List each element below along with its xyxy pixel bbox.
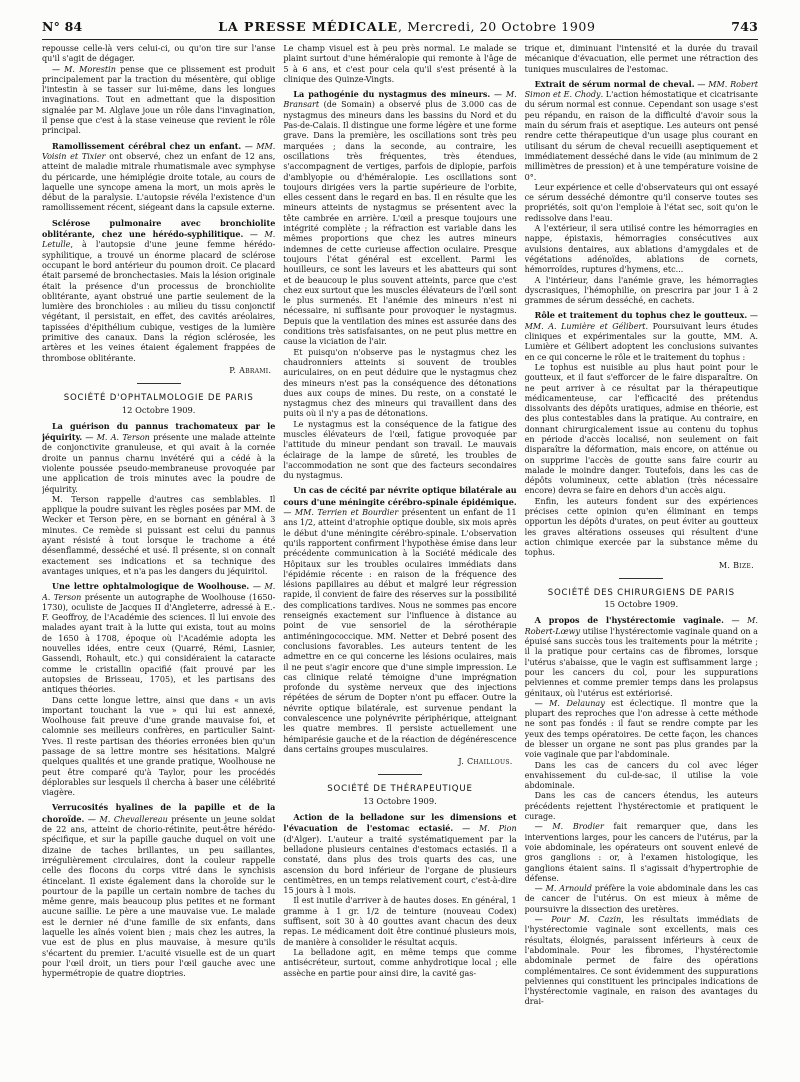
- section-date: 15 Octobre 1909.: [604, 599, 679, 610]
- paragraph: [42, 65, 275, 137]
- article: [42, 421, 275, 495]
- paragraph: Il est inutile d'arriver à de hautes doses. En général, 1 gramme à 1 gr. 1/2 de teinture (nouveau Codex) suffisent, soit 30 à 40 gouttes avant chacun des deux repas. Le médicament doit être continué plusieurs mois, de manière à consolider le résultat acquis.: [283, 896, 517, 947]
- journal-name: LA PRESSE MÉDICALE: [218, 19, 399, 34]
- article: [283, 812, 516, 896]
- journal-title: [218, 19, 595, 34]
- paragraph: Le nystagmus est la conséquence de la fatigue des muscles élévateurs de l'œil, fatigue provoquée par l'attitude du mineur pendant son travail. Le mauvais éclairage de la lampe de sûreté, les troubles de l'accommodation ne sont que des facteurs secondaires du nystagmus.: [283, 419, 517, 481]
- paragraph: Le champ visuel est à peu près normal. Le malade se plaint surtout d'une héméralopie qui remonte à l'âge de 5 à 6 ans, et c'est pour cela qu'il s'est présenté à la clinique des Quinze-Vingts.: [283, 44, 517, 84]
- paragraph: Et puisqu'on n'observe pas le nystagmus chez les chaudronniers atteints si souvent de troubles auriculaires, on en peut déduire que le nystagmus chez des mineurs n'est pas la conséquence des détonations dues aux coups de mines. Du reste, on a constaté le nystagmus chez des mineurs qui travaillent dans des puits où il n'y a pas de détonations.: [283, 347, 517, 419]
- article-author: — M. Letulle: [42, 230, 276, 250]
- article-title: Sclérose pulmonaire avec bronchiolite oblitérante, chez une hérédo-syphilitique.: [42, 217, 276, 240]
- paragraph: Dans les cas de cancers du col avec léger envahissement du cul-de-sac, il utilise la voie abdominale.: [524, 760, 758, 791]
- article-title: Action de la belladone sur les dimensions et l'évacuation de l'estomac ectasié.: [283, 812, 517, 834]
- column-middle: [283, 44, 516, 1078]
- article: [283, 485, 516, 755]
- article: [42, 802, 275, 979]
- running-header: [42, 19, 758, 35]
- paragraph: [525, 884, 758, 915]
- article-title: Une lettre ophtalmologique de Woolhouse.: [52, 581, 250, 592]
- article-title: Verrucosités hyalines de la papille et de la choroïde.: [42, 802, 276, 824]
- speaker-name: — M. Arnould: [534, 884, 592, 894]
- paragraph: Leur expérience et celle d'observateurs qui ont essayé ce sérum desséché démontre qu'il conserve toutes ses propriétés, soit qu'on l'emploie à l'état sec, soit qu'on le redissolve dans l'eau.: [524, 182, 758, 223]
- paragraph-text: est éclectique. Il montre que la plupart des reproches que l'on adresse à cette méthode ne sont pas fondés : il faut se rendre compte par les yeux des temps opératoires. De cette façon, les chances de blesser un organe ne sont pas plus grandes par la voie vaginale que par l'abdominale.: [524, 698, 758, 760]
- article-text: présente un jeune soldat de 22 ans, atteint de chorio-rétinite, peut-être hérédo-spécifique, et sur la papille gauche duquel on voit une dizaine de taches brillantes, un peu saillantes, irrégulièrement circulaires, dont la couleur rappelle celle des flocons du corps vitré dans le synchisis étincelant. Il existe également dans la choroïde sur le pourtour de la papille un certain nombre de taches du même genre, mais beaucoup plus petites et ne formant aucune saillie. Le père a une mauvaise vue. Le malade est le dernier né d'une famille de six enfants, dans laquelle les aînés voient bien ; mais chez les autres, la vue est de plus en plus mauvaise, à mesure qu'ils s'écartent du premier. L'acuité visuelle est de un quart pour l'œil droit, un tiers pour l'œil gauche avec une hypermétropie de quatre dioptries.: [42, 814, 276, 979]
- paragraph: repousse celle-là vers celui-ci, ou qu'on tire sur l'anse qu'il s'agit de dégager.: [42, 44, 276, 64]
- section-heading: SOCIÉTÉ D'OPHTALMOLOGIE DE PARIS: [63, 393, 254, 404]
- paragraph: Dans cette longue lettre, ainsi que dans « un avis important touchant la vue » qui lui est annexé, Woolhouse fait preuve d'une grande mauvaise foi, et calomnie ses meilleurs confrères, en particulier Saint-Yves. Il reste partisan des théories erronées bien qu'un passage de sa lettre montre ses hésitations. Malgré quelques qualités et une grande pratique, Woolhouse ne peut être comparé qu'à Taylor, pour les procédés déplorables sur lesquels il chercha à baser une célébrité viagère.: [42, 695, 276, 798]
- article-author: — M. Pion: [453, 824, 517, 834]
- article-author: — M. Chevallereau: [84, 814, 168, 824]
- paragraph-text: fait remarquer que, dans les interventions larges, pour les cancers de l'utérus, par la voie abdominale, les opérateurs ont souvent enlevé de gros ganglions : or, à l'examen histologique, les ganglions étaient sains. Il s'agissait d'hypertrophie de défense.: [524, 822, 758, 883]
- article-title: Extrait de sérum normal de cheval.: [534, 78, 695, 89]
- article-text: , à l'autopsie d'une jeune femme hérédo-syphilitique, a trouvé un énorme placard de sclérose occupant le bord antérieur du poumon droit. Ce placard était parsemé de bronchectasies. Mais la lésion originale était la présence d'un processus de bronchiolite oblitérante, ayant obstrué une partie seulement de la lumière des bronchioles : au milieu du tissu conjonctif végétant, il persistait, en effet, des cavités aréolaires, tapissées d'épithélium cubique, vestiges de la lumière primitive des canaux. Dans la région sclérosée, les artères et les veines étaient également frappées de thrombose oblitérante.: [42, 240, 276, 363]
- article-author: — MM. A. Lumière et Gélibert: [524, 311, 758, 331]
- paragraph: La belladone agit, en même temps que comme antisécréteur, surtout, comme anhydrotique local ; elle assèche en partie pour ainsi dire, la cavité gas-: [283, 947, 517, 978]
- article-author: — MM. Terrien et Bourdier: [283, 508, 399, 518]
- article-title: Un cas de cécité par névrite optique bilatérale au cours d'une méningite cérébro-spinale épidémique.: [283, 485, 517, 507]
- issue-date: , Mercredi, 20 Octobre 1909: [398, 19, 596, 34]
- paragraph: Dans les cas de cancers étendus, les auteurs précédents rejettent l'hystérectomie et pratiquent le curage.: [524, 791, 758, 822]
- paragraph: [525, 822, 758, 884]
- signature: M. Bize.: [718, 560, 754, 570]
- article-title: La guérison du pannus trachomateux par le jéquirity.: [42, 420, 276, 443]
- column-left: [42, 44, 275, 1078]
- section-rule: [378, 774, 422, 775]
- paragraph: trique et, diminuant l'intensité et la durée du travail mécanique d'évacuation, elle permet une rétraction des tuniques musculaires de l'estomac.: [524, 44, 758, 74]
- paragraph-text: préfère la voie abdominale dans les cas de cancer de l'utérus. On est mieux à même de poursuivre la dissection des uretères.: [524, 884, 758, 914]
- article-author: — M. Robert-Lœwy: [524, 616, 758, 636]
- section-heading: SOCIÉTÉ DE THÉRAPEUTIQUE: [327, 784, 473, 795]
- section-date: 12 Octobre 1909.: [121, 404, 196, 415]
- article: [42, 581, 275, 695]
- article-text: . Poursuivant leurs études cliniques et expérimentales sur la goutte, MM. A. Lumière et Gélibert adoptent les conclusions suivantes en ce qui concerne le rôle et le traitement du tophus :: [524, 321, 758, 362]
- article: [283, 89, 516, 347]
- article-title: Ramollissement cérébral chez un enfant.: [52, 140, 242, 151]
- article-text: présente une malade atteinte de conjonctivite granuleuse, et qui avait à la cornée droite un pannus charnu invétéré qui a cédé à la violente poussée pseudo-membraneuse provoquée par une application de trois minutes avec la poudre de jéquirity.: [42, 433, 276, 494]
- article: [42, 141, 275, 214]
- paragraph: [525, 699, 758, 761]
- article: [525, 79, 758, 183]
- column-right: [525, 44, 758, 1078]
- article: [42, 218, 275, 364]
- article-author: — MM. Robert Simon et E. Chody: [524, 79, 758, 100]
- section-rule: [619, 578, 663, 579]
- paragraph: Le tophus est nuisible au plus haut point pour le goutteux, et il faut s'efforcer de le faire disparaître. On ne peut arriver à ce résultat par la thérapeutique médicamenteuse, car l'efficacité des prétendus dissolvants des dépôts uratiques, admise en théorie, est des plus contestables dans la pratique. Au contraire, en donnant chirurgicalement issue au contenu du tophus en période d'accès localisé, non seulement on fait disparaître la déformation, mais encore, on atténue ou on supprime l'accès de goutte sans faire courir au malade le moindre danger. Toutefois, dans les cas de dépôts volumineux, cette ablation (très nécessaire encore) devra se faire en dehors d'un accès aigu.: [524, 362, 758, 496]
- article-title: Rôle et traitement du tophus chez le goutteux.: [534, 310, 748, 321]
- speaker-name: — M. Morestin: [52, 64, 116, 74]
- paragraph: Enfin, les auteurs fondent sur des expériences précises cette opinion qu'en éliminant en temps opportun les dépôts d'urates, on peut éviter au goutteux les graves altérations osseuses qui résultent d'une action chimique exercée par la substance même du tophus.: [524, 496, 758, 558]
- article-text: utilise l'hystérectomie vaginale quand on a épuisé sans succès tous les traitements pour la métrite ; il la pratique pour certains cas de fibromes, lorsque l'utérus s'abaisse, que le vagin est suffisamment large ; pour les cancers du col, pour les suppurations pelviennes et comme premier temps dans les prolapsus génitaux, où l'utérus est extériorisé.: [524, 626, 758, 698]
- header-rule: [42, 39, 758, 40]
- speaker-name: — M. Brodier: [534, 822, 604, 832]
- speaker-name: — Pour M. Cazin: [534, 915, 622, 925]
- article-text: . L'action hémostatique et cicatrisante du sérum normal est connue. Cependant son usage s'est peu répandu, en raison de la difficulté d'avoir sous la main du sérum frais et aseptique. Les auteurs ont pensé rendre cette thérapeutique d'un usage plus courant en utilisant du sérum de cheval recueilli aseptiquement et immédiatement desséché dans le vide (au minimum de 2 millimètres de pression) et à une température voisine de 0°.: [524, 90, 758, 182]
- speaker-name: — M. Delaunay: [534, 698, 605, 708]
- article-text: (d'Alger). L'auteur a traité systématiquement par la belladone plusieurs centaines d'estomacs ectasiés. Il a constaté, dans plus des trois quarts des cas, une ascension du bord inférieur de l'organe de plusieurs centimètres, en un temps relativement court, c'est-à-dire 15 jours à 1 mois.: [283, 834, 517, 896]
- article: [525, 615, 758, 698]
- article-title: La pathogénie du nystagmus des mineurs.: [293, 89, 491, 100]
- article-text: présentent un enfant de 11 ans 1/2, atteint d'atrophie optique double, six mois après le début d'une méningite cérébro-spinale. L'observation qu'ils rapportent confirment l'hypothèse émise dans leur précédente communication à la Société médicale des Hôpitaux sur les troubles oculaires immédiats dans l'épidémie récente : en raison de la fréquence des lésions papillaires au début et malgré leur régression rapide, il convient de faire des réserves sur la possibilité des complications tardives. Nous ne sommes pas encore renseignés exactement sur l'influence à distance au point de vue sensoriel de la sérothérapie antiméningococcique. MM. Netter et Debré posent des conclusions favorables. Les auteurs tentent de les admettre en ce qui concerne les lésions oculaires, mais il ne peut s'agir encore que d'une simple impression. Le cas clinique relaté témoigne d'une imprégnation profonde du système nerveux que des injections répétées de sérum de Dopter n'ont pu effacer. Outre la névrite optique bilatérale, est survenue pendant la convalescence une polynévrite périphérique, atteignant les quatre membres. Il persiste actuellement une hémiparésie gauche et de la réaction de dégénérescence dans certains groupes musculaires.: [283, 508, 517, 754]
- article-author: — M. A. Terson: [42, 582, 276, 602]
- article-text: (de Somain) a observé plus de 3.000 cas de nystagmus des mineurs dans les bassins du Nord et du Pas-de-Calais. Il distingue une forme légère et une forme grave. Dans la première, les oscillations sont très peu marquées ; dans la seconde, au contraire, les oscillations très fréquentes, très étendues, s'accompagnent de vertiges, parfois de diplopie, parfois d'amblyopie ou d'héméralopie. Les oscillations sont toujours dirigées vers la partie supérieure de l'orbite, elles cessent dans le regard en bas. Il en résulte que les mineurs atteints de nystagmus se présentent avec la tête cambrée en arrière. L'œil a presque toujours une intégrité complète ; la réfraction est variable dans les mêmes proportions que chez les autres mineurs indemnes de cette curieuse affection oculaire. Presque toujours l'état général est excellent. Parmi les houilleurs, ce sont les laveurs et les abatteurs qui sont et de beaucoup le plus souvent atteints, parce que c'est chez eux surtout que les muscles élévateurs de l'œil sont le plus surmenés. Et l'anémie des mineurs n'est ni nécessaire, ni suffisante pour provoquer le nystagmus. Depuis que la ventilation des mines est assurée dans des conditions très satisfaisantes, on ne peut plus mettre en cause la viciation de l'air.: [283, 100, 517, 347]
- signature: P. Abrami.: [229, 365, 272, 375]
- article-text: ont observé, chez un enfant de 12 ans, atteint de maladie mitrale rhumatismale avec symphyse du péricarde, une hémiplégie droite totale, au cours de laquelle une syncope amena la mort, un mois après le début de la paralysie. L'autopsie révéla l'existence d'un ramollissement récent, siégeant dans la capsule externe.: [42, 151, 276, 213]
- article-author: — MM. Voisin et Tixier: [42, 141, 276, 161]
- section-date: 13 Octobre 1909.: [363, 795, 437, 806]
- signature: J. Chaillous.: [458, 757, 513, 767]
- paragraph: M. Terson rappelle d'autres cas semblables. Il applique la poudre suivant les règles posées par MM. de Wecker et Terson père, en se bornant en général à 3 minutes. Ce remède si puissant est celui du pannus ayant résisté à tout lorsque le trachome a été désenflammé, desséché et usé. Il présente, si on connaît exactement ses indications et sa technique des avantages uniques, et n'a pas les dangers du jéquiritol.: [42, 494, 276, 576]
- paragraph: [525, 915, 758, 1008]
- article: [525, 310, 758, 362]
- article-text: présente un autographe de Woolhouse (1650-1730), oculiste de Jacques II d'Angleterre, adressé à E.-F. Geoffroy, de l'Académie des sciences. Il lui envoie des malades ayant trait à la lutte qui exista, tout au moins de 1650 à 1708, époque où l'Académie adopta les nouvelles idées, entre ceux (Quarré, Rémi, Lasnier, Gassendi, Rohault, etc.) qui considéraient la cataracte comme le cristallin opacifié (fait prouvé par les autopsies de Brisseau, 1705), et les partisans des antiques théories.: [42, 592, 276, 695]
- section-heading: SOCIÉTÉ DES CHIRURGIENS DE PARIS: [547, 587, 735, 598]
- page-folio: 743: [731, 19, 758, 34]
- section-rule: [137, 383, 181, 384]
- article-author: — M. Bransart: [283, 90, 517, 110]
- paragraph: A l'extérieur, il sera utilisé contre les hémorragies en nappe, épistaxis, hémorragies consécutives aux avulsions dentaires, aux ablations d'amygdales et de végétations adénoïdes, ablations de cornets, hémorroïdes, ruptures d'hymens, etc...: [524, 224, 758, 275]
- paragraph-text: pense que ce plissement est produit principalement par la traction du mésentère, qui oblige l'intestin à se tasser sur lui-même, dans les longues invaginations. Tout en admettant que la disposition signalée par M. Alglave joue un rôle dans l'invagination, il pense que c'est à la stase veineuse que revient le rôle principal.: [42, 64, 276, 136]
- issue-number: N° 84: [42, 19, 83, 34]
- paragraph: A l'intérieur, dans l'anémie grave, les hémorragies dyscrasiques, l'hémophilie, on prescrira par jour 1 à 2 grammes de sérum desséché, en cachets.: [524, 275, 758, 306]
- article-author: — M. A. Terson: [82, 433, 150, 443]
- article-title: A propos de l'hystérectomie vaginale.: [534, 615, 724, 626]
- text-columns: [42, 44, 758, 1078]
- paragraph-text: , les résultats immédiats de l'hystérectomie vaginale sont excellents, mais ces résultats, éloignés, paraissent inférieurs à ceux de l'abdominale. Pour les fibromes, l'hystérectomie abdominale permet de faire des opérations complémentaires. Ce sont évidemment des suppurations pelviennes qui constituent les principales indications de l'hystérectomie vaginale, en raison des avantages du drai-: [524, 915, 758, 1007]
